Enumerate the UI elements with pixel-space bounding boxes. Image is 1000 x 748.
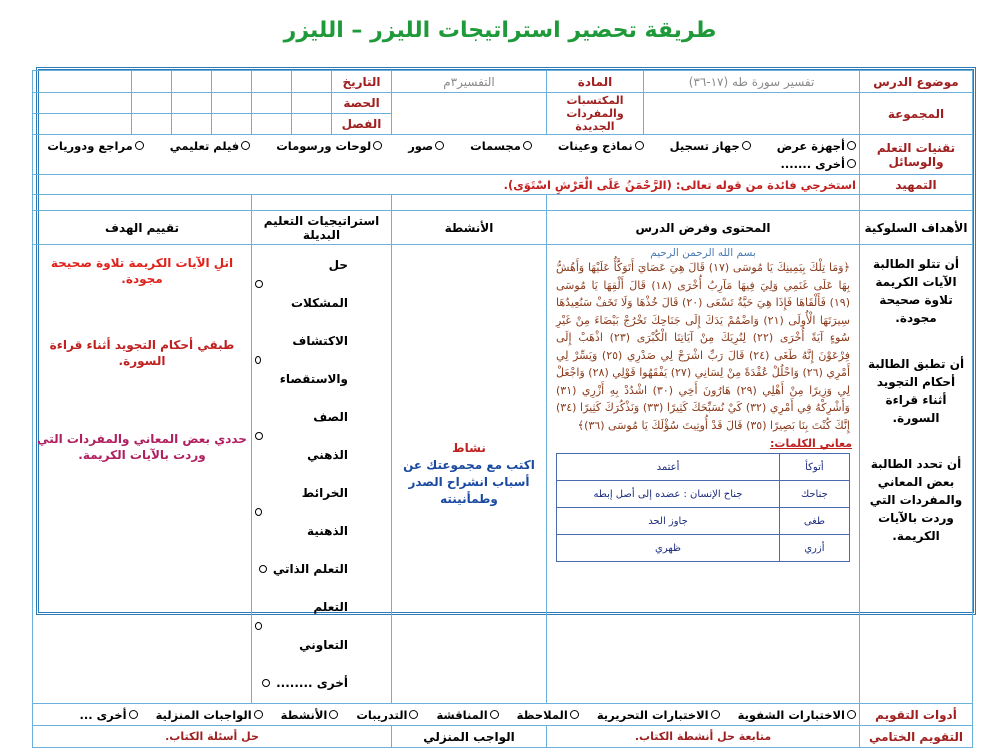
intro-text: استخرجي فائدة من قوله تعالى: (الرَّحْمَنُ عَلَى الْعَرْشِ اسْتَوَى). — [33, 175, 860, 195]
activity-text: اكتب مع مجموعتك عن أسباب انشراح الصدر وطمأنينته — [403, 458, 535, 506]
radio-circle-icon[interactable] — [847, 159, 856, 168]
assessment-option-label: الاختبارات الشفوية — [737, 707, 845, 722]
radio-circle-icon[interactable] — [255, 622, 262, 630]
radio-circle-icon[interactable] — [847, 141, 856, 150]
spacer-cell — [392, 195, 547, 211]
group-cell — [644, 93, 860, 135]
strategy-label: الصف الذهني — [307, 410, 348, 462]
strategy-label: الاكتشاف والاستقصاء — [279, 334, 348, 386]
course-value: التفسير٣م — [392, 71, 547, 93]
date-cell — [132, 71, 172, 93]
tech-option[interactable] — [276, 139, 382, 153]
homework-label: الواجب المنزلي — [392, 726, 547, 748]
content-cell — [547, 245, 860, 704]
radio-circle-icon[interactable] — [490, 710, 499, 719]
tech-option-label: مجسمات — [470, 138, 521, 153]
radio-circle-icon[interactable] — [329, 710, 338, 719]
date-cell — [212, 71, 252, 93]
period-cell — [33, 93, 132, 114]
radio-circle-icon[interactable] — [409, 710, 418, 719]
page-title: طريقة تحضير استراتيجات الليزر – الليزر — [283, 18, 717, 43]
group-label: المجموعة — [860, 93, 973, 135]
date-cell — [172, 71, 212, 93]
radio-circle-icon[interactable] — [262, 679, 270, 687]
spacer-cell — [547, 195, 860, 211]
period-cell — [212, 93, 252, 114]
class-cell — [252, 114, 292, 135]
new-terms-cell — [392, 93, 547, 135]
objective-3: أن تحدد الطالبة بعض المعاني والمفردات التي وردت بالآيات الكريمة. — [869, 457, 963, 543]
spacer-cell — [860, 195, 973, 211]
evaluation-1: اتلِ الآيات الكريمة تلاوة صحيحة مجودة. — [50, 256, 234, 286]
meaning-definition: جناح الإنسان : عضده إلى أصل إبطه — [557, 481, 780, 508]
course-label: المادة — [547, 71, 644, 93]
tech-option[interactable] — [777, 139, 856, 153]
quran-verses: ﴿وَمَا تِلْكَ بِيَمِينِكَ يَا مُوسَى (١٧) قَالَ هِيَ عَصَايَ أَتَوَكَّأُ عَلَيْهَا وَأَهُشُّ بِهَا عَلَى غَنَمِي وَلِيَ فِيهَا مَآرِبُ أُخْرَى (١٨) قَالَ أَلْقِهَا يَا مُوسَى (١٩) فَأَلْقَاهَا فَإِذَا هِيَ حَيَّةٌ تَسْعَى (٢٠) قَالَ خُذْهَا وَلَا تَخَفْ سَنُعِيدُهَا سِيرَتَهَا الْأُولَى (٢١) وَاضْمُمْ يَدَكَ إِلَى جَنَاحِكَ تَخْرُجْ بَيْضَاءَ مِنْ غَيْرِ سُوءٍ آيَةً أُخْرَى (٢٢) لِنُرِيَكَ مِنْ آيَاتِنَا الْكُبْرَى (٢٣) اذْهَبْ إِلَى فِرْعَوْنَ إِنَّهُ طَغَى (٢٤) قَالَ رَبِّ اشْرَحْ لِي صَدْرِي (٢٥) وَيَسِّرْ لِي أَمْرِي (٢٦) وَاحْلُلْ عُقْدَةً مِنْ لِسَانِي (٢٧) يَفْقَهُوا قَوْلِي (٢٨) وَاجْعَلْ لِي وَزِيرًا مِنْ أَهْلِي (٢٩) هَارُونَ أَخِي (٣٠) اشْدُدْ بِهِ أَزْرِي (٣١) وَأَشْرِكْهُ فِي أَمْرِي (٣٢) كَيْ نُسَبِّحَكَ كَثِيرًا (٣٣) وَنَذْكُرَكَ كَثِيرًا (٣٤) إِنَّكَ كُنْتَ بِنَا بَصِيرًا (٣٥) قَالَ قَدْ أُوتِيتَ سُؤْلَكَ يَا مُوسَى (٣٦)﴾ — [556, 261, 851, 432]
tech-option[interactable] — [780, 157, 856, 171]
assessment-option[interactable] — [156, 708, 263, 722]
evaluation-cell — [33, 245, 252, 704]
radio-circle-icon[interactable] — [255, 280, 263, 288]
radio-circle-icon[interactable] — [255, 508, 262, 516]
new-terms-label: المكتسبات والمفردات الجديدة — [547, 93, 644, 135]
meaning-definition: أعتمد — [557, 454, 780, 481]
tech-option-label: لوحات ورسومات — [276, 138, 372, 153]
meaning-definition: ظهري — [557, 535, 780, 562]
strategy-label: التعلم الذاتي — [272, 562, 348, 576]
assessment-option-label: أخرى ... — [79, 707, 127, 722]
strategy-label: حل المشكلات — [290, 258, 348, 310]
tech-option-label: صور — [408, 138, 434, 153]
tech-option-label: نماذج وعينات — [557, 138, 633, 153]
evaluation-header: تقييم الهدف — [33, 211, 252, 245]
tech-option[interactable] — [47, 139, 143, 153]
meanings-table — [556, 453, 850, 562]
content-header: المحتوى وفرض الدرس — [547, 211, 860, 245]
meaning-row — [557, 454, 850, 481]
tech-option[interactable] — [470, 139, 532, 153]
radio-circle-icon[interactable] — [135, 141, 144, 150]
class-label: الفصل — [332, 114, 392, 135]
assessment-option-label: الأنشطة — [280, 707, 328, 722]
meaning-word: أتوكأ — [779, 454, 849, 481]
radio-circle-icon[interactable] — [570, 710, 579, 719]
assessment-option[interactable] — [80, 708, 138, 722]
radio-circle-icon[interactable] — [255, 432, 263, 440]
basmala: بسم الله الرحمن الرحيم — [650, 247, 756, 259]
assessment-option[interactable] — [436, 708, 498, 722]
assessment-option-label: الملاحظة — [516, 707, 568, 722]
radio-circle-icon[interactable] — [635, 141, 644, 150]
date-cell — [292, 71, 332, 93]
subject-label: موضوع الدرس — [860, 71, 973, 93]
tech-option-label: أخرى ....... — [780, 156, 845, 171]
class-cell — [292, 114, 332, 135]
radio-circle-icon[interactable] — [847, 710, 856, 719]
meaning-word: طغى — [779, 508, 849, 535]
tech-option-label: جهاز تسجيل — [669, 138, 740, 153]
meaning-word: جناحك — [779, 481, 849, 508]
homework-text: حل أسئلة الكتاب. — [33, 726, 392, 748]
period-cell — [132, 93, 172, 114]
radio-circle-icon[interactable] — [255, 356, 261, 364]
radio-circle-icon[interactable] — [373, 141, 382, 150]
period-cell — [172, 93, 212, 114]
spacer-cell — [252, 195, 392, 211]
strategy-item[interactable] — [255, 322, 348, 398]
strategy-item[interactable] — [255, 664, 348, 702]
activities-header: الأنشطة — [392, 211, 547, 245]
period-label: الحصة — [332, 93, 392, 114]
objective-1: أن تتلو الطالبة الآيات الكريمة تلاوة صحيحة مجودة. — [872, 257, 960, 325]
date-label: التاريخ — [332, 71, 392, 93]
tech-options — [33, 135, 860, 175]
radio-circle-icon[interactable] — [241, 141, 250, 150]
objectives-header: الأهداف السلوكية — [860, 211, 973, 245]
assessment-option[interactable] — [597, 708, 720, 722]
radio-circle-icon[interactable] — [435, 141, 444, 150]
final-label: التقويم الختامي — [860, 726, 973, 748]
meaning-row — [557, 481, 850, 508]
class-cell — [132, 114, 172, 135]
strategy-item[interactable] — [255, 246, 348, 322]
assessment-option[interactable] — [738, 708, 856, 722]
radio-circle-icon[interactable] — [259, 565, 267, 573]
activity-title: نشاط — [452, 441, 486, 455]
radio-circle-icon[interactable] — [523, 141, 532, 150]
assessment-option[interactable] — [281, 708, 339, 722]
strategy-item[interactable] — [255, 474, 348, 550]
assessment-label: أدوات التقويم — [860, 704, 973, 726]
strategy-item[interactable] — [255, 550, 348, 588]
meaning-row — [557, 535, 850, 562]
tech-option[interactable] — [408, 139, 444, 153]
radio-circle-icon[interactable] — [129, 710, 138, 719]
date-cell — [33, 71, 132, 93]
strategy-label: أخرى ........ — [276, 676, 348, 690]
strategies-cell — [252, 245, 392, 704]
class-cell — [172, 114, 212, 135]
objectives-cell — [860, 245, 973, 704]
tech-option-label: أجهزة عرض — [776, 138, 845, 153]
strategies-header: استراتيجيات التعليم البديلة — [252, 211, 392, 245]
tech-option-label: فيلم تعليمي — [169, 138, 240, 153]
class-cell — [212, 114, 252, 135]
assessment-option-label: التدريبات — [356, 707, 408, 722]
lesson-plan-table — [36, 67, 976, 744]
radio-circle-icon[interactable] — [254, 710, 263, 719]
strategy-item[interactable] — [255, 588, 348, 664]
assessment-option-label: الواجبات المنزلية — [155, 707, 252, 722]
meaning-row — [557, 508, 850, 535]
meaning-word: أزري — [779, 535, 849, 562]
strategy-label: الخرائط الذهنية — [301, 486, 348, 538]
meanings-title: معاني الكلمات: — [770, 437, 852, 450]
objective-2: أن تطبق الطالبة أحكام التجويد أثناء قراءة السورة. — [867, 357, 965, 425]
class-cell — [33, 114, 132, 135]
tech-option[interactable] — [670, 139, 751, 153]
date-cell — [252, 71, 292, 93]
final-text: متابعة حل أنشطة الكتاب. — [547, 726, 860, 748]
subject-value: تفسير سورة طه (١٧-٣٦) — [644, 71, 860, 93]
meaning-definition: جاوز الحد — [557, 508, 780, 535]
tech-label: تقنيات التعلم والوسائل — [860, 135, 973, 175]
evaluation-3: حددي بعض المعاني والمفردات التي وردت بالآيات الكريمة. — [37, 432, 247, 462]
radio-circle-icon[interactable] — [711, 710, 720, 719]
strategy-label: التعلم التعاوني — [299, 600, 348, 652]
assessment-option-label: الاختبارات التحريرية — [596, 707, 709, 722]
assessment-option[interactable] — [356, 708, 418, 722]
spacer-cell — [33, 195, 252, 211]
period-cell — [292, 93, 332, 114]
tech-option[interactable] — [558, 139, 644, 153]
period-cell — [252, 93, 292, 114]
intro-label: التمهيد — [860, 175, 973, 195]
radio-circle-icon[interactable] — [742, 141, 751, 150]
assessment-option-label: المناقشة — [436, 707, 488, 722]
evaluation-2: طبقي أحكام التجويد أثناء قراءة السورة. — [49, 338, 235, 368]
strategy-item[interactable] — [255, 398, 348, 474]
tech-option[interactable] — [170, 139, 250, 153]
activity-cell — [392, 245, 547, 704]
tech-option-label: مراجع ودوريات — [47, 138, 133, 153]
assessment-option[interactable] — [517, 708, 579, 722]
activity-box — [395, 440, 543, 508]
